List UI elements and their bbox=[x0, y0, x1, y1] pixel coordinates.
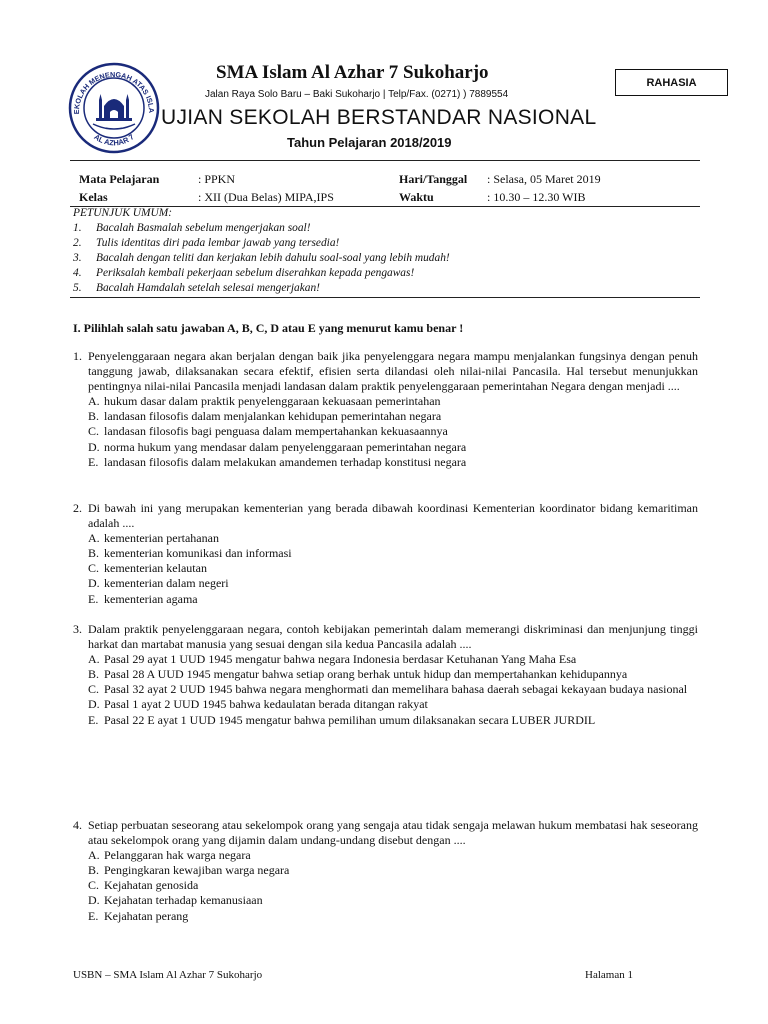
instructions-title: PETUNJUK UMUM: bbox=[73, 207, 173, 219]
option-text: Pasal 1 ayat 2 UUD 1945 bahwa kedaulatan berada ditangan rakyat bbox=[104, 697, 428, 712]
day-label: Hari/Tanggal bbox=[399, 172, 468, 186]
option-text: Pasal 28 A UUD 1945 mengatur bahwa setiap orang berhak untuk hidup dan mempertahankan kehidupannya bbox=[104, 667, 628, 682]
answer-option bbox=[88, 440, 698, 455]
question-text: Penyelenggaraan negara akan berjalan dengan baik jika penyelenggara negara mampu menjalankan fungsinya dengan penuh tanggung jawab, dilaksanakan secara efektif, efisien serta dilandasi oleh nilai-nilai Pancasila. Hal tersebut menunjukkan pentingnya nilai-nilai Pancasila menjadi landasan dalam praktik penyelenggaraan pemerintahan Negara dengan menjadi .... bbox=[88, 349, 698, 394]
instruction-text: Periksalah kembali pekerjaan sebelum diserahkan kepada pengawas! bbox=[96, 267, 415, 279]
answer-option bbox=[88, 863, 698, 878]
option-text: landasan filosofis dalam melakukan amandemen terhadap konstitusi negara bbox=[104, 454, 467, 469]
instruction-item bbox=[73, 281, 698, 296]
option-letter: C. bbox=[88, 878, 100, 893]
answer-option bbox=[88, 424, 698, 439]
answer-option bbox=[88, 394, 698, 409]
header-divider bbox=[70, 160, 700, 161]
option-text: kementerian komunikasi dan informasi bbox=[104, 546, 292, 561]
option-letter: C. bbox=[88, 682, 100, 697]
option-text: landasan filosofis bagi penguasa dalam mempertahankan kekuasaannya bbox=[104, 424, 448, 439]
instruction-number: 1. bbox=[73, 222, 82, 234]
answer-option bbox=[88, 409, 698, 424]
answer-option bbox=[88, 531, 698, 546]
instruction-text: Bacalah dengan teliti dan kerjakan lebih dahulu soal-soal yang lebih mudah! bbox=[96, 252, 450, 264]
instruction-item bbox=[73, 266, 698, 281]
option-letter: B. bbox=[88, 863, 100, 878]
instruction-text: Tulis identitas diri pada lembar jawab yang tersedia! bbox=[96, 237, 340, 249]
option-letter: B. bbox=[88, 667, 100, 682]
svg-text:AL AZHAR 7: AL AZHAR 7 bbox=[92, 132, 136, 148]
option-letter: D. bbox=[88, 893, 100, 908]
option-text: kementerian agama bbox=[104, 591, 198, 606]
instruction-text: Bacalah Basmalah sebelum mengerjakan soal! bbox=[96, 222, 311, 234]
school-address: Jalan Raya Solo Baru – Baki Sukoharjo | Telp/Fax. (0271) ) 7889554 bbox=[205, 89, 509, 100]
option-letter: B. bbox=[88, 546, 100, 561]
instruction-item bbox=[73, 236, 698, 251]
option-letter: E. bbox=[88, 908, 99, 923]
footer-school: USBN – SMA Islam Al Azhar 7 Sukoharjo bbox=[73, 969, 263, 981]
answer-option bbox=[88, 878, 698, 893]
instructions-divider bbox=[70, 297, 700, 298]
question-2 bbox=[73, 501, 698, 607]
answer-option bbox=[88, 909, 698, 924]
option-text: norma hukum yang mendasar dalam penyelenggaraan pemerintahan negara bbox=[104, 439, 467, 454]
option-text: Pasal 22 E ayat 1 UUD 1945 mengatur bahwa pemilihan umum dilaksanakan secara LUBER JURDIL bbox=[104, 712, 596, 727]
option-text: kementerian pertahanan bbox=[104, 531, 219, 546]
question-text: Dalam praktik penyelenggaraan negara, contoh kebijakan pemerintah dalam memerangi diskriminasi dan menjunjung tinggi harkat dan martabat manusia yang sesuai dengan sila kedua Pancasila adalah .... bbox=[88, 622, 698, 652]
answer-option bbox=[88, 455, 698, 470]
academic-year: Tahun Pelajaran 2018/2019 bbox=[287, 135, 452, 150]
class-value: : XII (Dua Belas) MIPA,IPS bbox=[198, 190, 334, 204]
answer-option bbox=[88, 546, 698, 561]
subject-value: : PPKN bbox=[198, 172, 236, 186]
question-number: 4. bbox=[73, 818, 82, 832]
option-letter: E. bbox=[88, 591, 99, 606]
instruction-item bbox=[73, 251, 698, 266]
answer-option bbox=[88, 652, 698, 667]
option-letter: C. bbox=[88, 561, 100, 576]
answer-option bbox=[88, 893, 698, 908]
option-text: kementerian kelautan bbox=[104, 561, 207, 576]
question-text: Setiap perbuatan seseorang atau sekelompok orang yang sengaja atau tidak sengaja melawan hukum membatasi hak seseorang atau sekelompok orang yang dijamin dalam undang-undang disebut dengan .... bbox=[88, 818, 698, 848]
option-letter: D. bbox=[88, 576, 100, 591]
day-value: : Selasa, 05 Maret 2019 bbox=[487, 172, 601, 186]
option-letter: A. bbox=[88, 848, 100, 863]
instruction-text: Bacalah Hamdalah setelah selesai mengerjakan! bbox=[96, 282, 320, 294]
question-number: 1. bbox=[73, 349, 82, 363]
page-number: Halaman 1 bbox=[585, 969, 633, 981]
option-text: landasan filosofis dalam menjalankan kehidupan pemerintahan negara bbox=[104, 409, 442, 424]
option-text: hukum dasar dalam praktik penyelenggaraan kekuasaan pemerintahan bbox=[104, 394, 441, 409]
section-title: I. Pilihlah salah satu jawaban A, B, C, D atau E yang menurut kamu benar ! bbox=[73, 321, 464, 335]
answer-option bbox=[88, 576, 698, 591]
option-text: Pengingkaran kewajiban warga negara bbox=[104, 863, 290, 878]
option-text: Pasal 29 ayat 1 UUD 1945 mengatur bahwa negara Indonesia berdasar Ketuhanan Yang Maha Esa bbox=[104, 652, 577, 667]
answer-option bbox=[88, 848, 698, 863]
answer-option bbox=[88, 682, 698, 697]
option-letter: A. bbox=[88, 394, 100, 409]
instruction-item bbox=[73, 221, 698, 236]
option-letter: C. bbox=[88, 424, 100, 439]
question-1 bbox=[73, 349, 698, 470]
option-letter: A. bbox=[88, 531, 100, 546]
school-name: SMA Islam Al Azhar 7 Sukoharjo bbox=[216, 62, 489, 83]
option-text: Pelanggaran hak warga negara bbox=[104, 848, 251, 863]
instruction-number: 5. bbox=[73, 282, 82, 294]
class-label: Kelas bbox=[79, 190, 108, 204]
option-letter: D. bbox=[88, 697, 100, 712]
option-letter: A. bbox=[88, 652, 100, 667]
svg-text:SEKOLAH MENENGAH ATAS ISLAM: EKOLAH MENENGAH ATAS ISLA bbox=[71, 69, 157, 115]
option-text: kementerian dalam negeri bbox=[104, 576, 229, 591]
question-number: 2. bbox=[73, 501, 82, 515]
instruction-number: 3. bbox=[73, 252, 82, 264]
option-letter: B. bbox=[88, 409, 100, 424]
answer-option bbox=[88, 561, 698, 576]
option-letter: D. bbox=[88, 439, 100, 454]
option-letter: E. bbox=[88, 712, 99, 727]
question-text: Di bawah ini yang merupakan kementerian yang berada dibawah koordinasi Kementerian koordinator bidang kemaritiman adalah .... bbox=[88, 501, 698, 531]
time-label: Waktu bbox=[399, 190, 434, 204]
exam-title: UJIAN SEKOLAH BERSTANDAR NASIONAL bbox=[161, 106, 597, 129]
answer-option bbox=[88, 592, 698, 607]
answer-option bbox=[88, 667, 698, 682]
option-text: Pasal 32 ayat 2 UUD 1945 bahwa negara menghormati dan memelihara bahasa daerah sebagai kekayaan budaya nasional bbox=[104, 682, 688, 697]
confidential-badge: RAHASIA bbox=[615, 69, 728, 96]
school-logo bbox=[66, 60, 162, 156]
instruction-number: 4. bbox=[73, 267, 82, 279]
option-text: Kejahatan perang bbox=[104, 908, 189, 923]
option-text: Kejahatan terhadap kemanusiaan bbox=[104, 893, 263, 908]
option-letter: E. bbox=[88, 454, 99, 469]
question-number: 3. bbox=[73, 622, 82, 636]
instruction-number: 2. bbox=[73, 237, 82, 249]
general-instructions bbox=[73, 206, 698, 296]
question-3 bbox=[73, 622, 698, 728]
answer-option bbox=[88, 697, 698, 712]
question-4 bbox=[73, 818, 698, 924]
time-value: : 10.30 – 12.30 WIB bbox=[487, 190, 586, 204]
answer-option bbox=[88, 713, 698, 728]
option-text: Kejahatan genosida bbox=[104, 878, 199, 893]
subject-label: Mata Pelajaran bbox=[79, 172, 160, 186]
